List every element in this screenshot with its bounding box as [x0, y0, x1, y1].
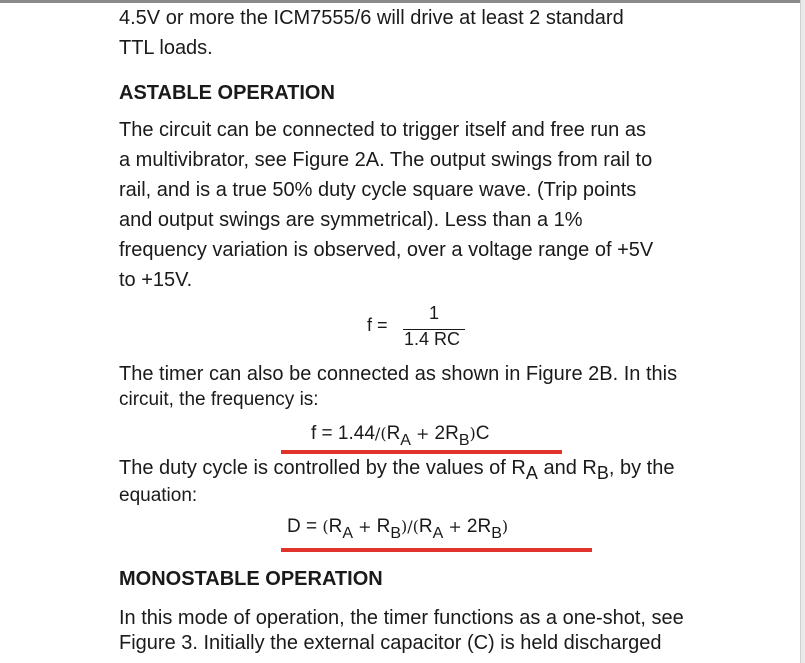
intro-line-1: 4.5V or more the ICM7555/6 will drive at least 2 standard	[119, 7, 624, 29]
formula-numerator: 1	[429, 303, 440, 323]
monostable-heading: MONOSTABLE OPERATION	[119, 568, 383, 590]
mono-line-2: Figure 3. Initially the external capacitor (C) is held discharged	[119, 632, 662, 654]
duty-cycle-equation: $D = (R_A + R_B)/(R_A + 2R_B)$	[287, 516, 509, 542]
astable-heading: ASTABLE OPERATION	[119, 82, 335, 104]
astable-line-3: rail, and is a true 50% duty cycle square wave. (Trip points	[119, 179, 637, 201]
astable-line-4: and output swings are symmetrical). Less than a 1%	[119, 209, 583, 231]
frequency-equation: $f = 1.44/(R_A + 2R_B)C$	[311, 423, 490, 449]
formula-denominator: 1.4 RC	[404, 329, 461, 349]
astable-line-2: a multivibrator, see Figure 2A. The output swings from rail to	[119, 149, 653, 171]
astable-line-6: to +15V.	[119, 269, 193, 291]
astable-line-1: The circuit can be connected to trigger itself and free run as	[119, 119, 646, 141]
timer-line-2: circuit, the frequency is:	[119, 389, 319, 410]
timer-line-1: The timer can also be connected as shown in Figure 2B. In this	[119, 363, 678, 385]
scrollbar-edge[interactable]	[800, 0, 805, 663]
duty-cycle-underline	[281, 548, 592, 552]
astable-line-5: frequency variation is observed, over a voltage range of +5V	[119, 239, 654, 261]
mono-line-1: In this mode of operation, the timer functions as a one-shot, see	[119, 607, 684, 629]
duty-line-2: equation:	[119, 485, 198, 506]
duty-line-1: The duty cycle is controlled by the values of $R_A$ and $R_B$, by the	[119, 457, 675, 483]
formula-lhs: f =	[367, 315, 388, 335]
intro-line-2: TTL loads.	[119, 37, 213, 59]
